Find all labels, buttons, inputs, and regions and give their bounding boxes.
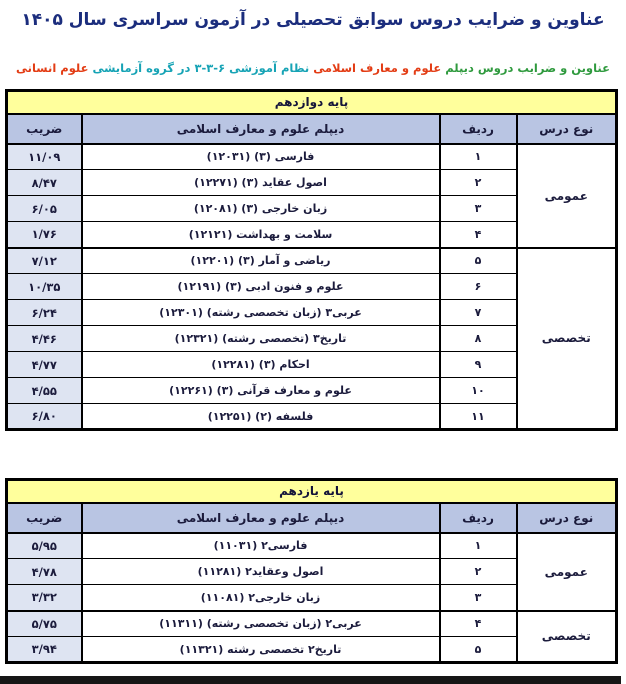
- grade12-table: [5, 89, 618, 431]
- table-row: [6, 533, 616, 559]
- course-cell: عربی۳ (زبان تخصصی رشته) (۱۲۳۰۱): [82, 300, 440, 326]
- grade12-band-row: [7, 91, 617, 114]
- row-number-cell: ۸: [440, 326, 517, 352]
- coefficient-cell: ۳/۳۲: [6, 585, 81, 611]
- grade12-band-label: پایه دوازدهم: [7, 91, 617, 114]
- column-header-course-title: دیپلم علوم و معارف اسلامی: [82, 114, 440, 144]
- row-number-cell: ۳: [440, 585, 517, 611]
- course-cell: زبان خارجی۲ (۱۱۰۸۱): [82, 585, 440, 611]
- coefficient-cell: ۶/۲۴: [7, 300, 82, 326]
- group-label-general: عمومی: [517, 533, 617, 611]
- column-header-course-type: نوع درس: [517, 114, 617, 144]
- coefficient-cell: ۵/۷۵: [6, 611, 81, 637]
- table-row: [7, 144, 617, 170]
- row-number-cell: ۵: [440, 248, 517, 274]
- course-cell: احکام (۳) (۱۲۲۸۱): [82, 352, 440, 378]
- grade12-header-row: [7, 114, 617, 144]
- coefficient-cell: ۴/۵۵: [7, 378, 82, 404]
- bottom-cutoff-band: [0, 676, 621, 684]
- row-number-cell: ۲: [440, 170, 517, 196]
- subtitle-segment-intro: عناوین و ضرایب دروس دیپلم: [441, 61, 610, 75]
- row-number-cell: ۲: [440, 559, 517, 585]
- row-number-cell: ۷: [440, 300, 517, 326]
- row-number-cell: ۴: [440, 611, 517, 637]
- column-header-coefficient: ضریب: [7, 114, 82, 144]
- course-cell: فارسی (۳) (۱۲۰۳۱): [82, 144, 440, 170]
- coefficient-cell: ۸/۴۷: [7, 170, 82, 196]
- column-header-coefficient: ضریب: [6, 503, 81, 533]
- row-number-cell: ۱۰: [440, 378, 517, 404]
- grade11-header-row: [6, 503, 616, 533]
- coefficient-cell: ۴/۴۶: [7, 326, 82, 352]
- subtitle-segment-system: نظام آموزشی ۶-۳-۳ در گروه آزمایشی: [88, 61, 310, 75]
- table-row: [6, 611, 616, 637]
- course-cell: علوم و فنون ادبی (۳) (۱۲۱۹۱): [82, 274, 440, 300]
- row-number-cell: ۵: [440, 637, 517, 663]
- coefficient-cell: ۱۱/۰۹: [7, 144, 82, 170]
- column-header-course-type: نوع درس: [517, 503, 617, 533]
- coefficient-cell: ۶/۰۵: [7, 196, 82, 222]
- coefficient-cell: ۴/۷۷: [7, 352, 82, 378]
- coefficient-cell: ۵/۹۵: [6, 533, 81, 559]
- coefficient-cell: ۱۰/۳۵: [7, 274, 82, 300]
- column-header-row-number: ردیف: [440, 114, 517, 144]
- grade11-band-label: پایه یازدهم: [6, 480, 616, 503]
- course-cell: عربی۲ (زبان تخصصی رشته) (۱۱۳۱۱): [82, 611, 440, 637]
- coefficient-cell: ۱/۷۶: [7, 222, 82, 248]
- page-title: عناوین و ضرایب دروس سوابق تحصیلی در آزمون سراسری سال ۱۴۰۵: [21, 10, 605, 30]
- course-cell: ریاضی و آمار (۳) (۱۲۲۰۱): [82, 248, 440, 274]
- course-cell: اصول عقاید (۳) (۱۲۲۷۱): [82, 170, 440, 196]
- course-cell: تاریخ۲ تخصصی رشته (۱۱۳۲۱): [82, 637, 440, 663]
- row-number-cell: ۳: [440, 196, 517, 222]
- grade11-table: [5, 478, 618, 664]
- group-label-specialized: تخصصی: [517, 248, 617, 430]
- column-header-course-title: دیپلم علوم و معارف اسلامی: [82, 503, 440, 533]
- column-header-row-number: ردیف: [440, 503, 517, 533]
- group-label-specialized: تخصصی: [517, 611, 617, 663]
- coefficient-cell: ۳/۹۴: [6, 637, 81, 663]
- row-number-cell: ۴: [440, 222, 517, 248]
- course-cell: فارسی۲ (۱۱۰۳۱): [82, 533, 440, 559]
- coefficient-cell: ۷/۱۲: [7, 248, 82, 274]
- page-subtitle: [0, 61, 626, 75]
- course-cell: علوم و معارف قرآنی (۳) (۱۲۲۶۱): [82, 378, 440, 404]
- course-cell: زبان خارجی (۳) (۱۲۰۸۱): [82, 196, 440, 222]
- subtitle-segment-field: علوم انسانی: [16, 61, 89, 75]
- coefficient-cell: ۴/۷۸: [6, 559, 81, 585]
- row-number-cell: ۱: [440, 533, 517, 559]
- table-row: [7, 248, 617, 274]
- course-cell: تاریخ۳ (تخصصی رشته) (۱۲۳۲۱): [82, 326, 440, 352]
- row-number-cell: ۶: [440, 274, 517, 300]
- course-cell: سلامت و بهداشت (۱۲۱۲۱): [82, 222, 440, 248]
- row-number-cell: ۹: [440, 352, 517, 378]
- coefficient-cell: ۶/۸۰: [7, 404, 82, 430]
- group-label-general: عمومی: [517, 144, 617, 248]
- grade11-band-row: [6, 480, 616, 503]
- course-cell: اصول وعقاید۲ (۱۱۲۸۱): [82, 559, 440, 585]
- row-number-cell: ۱۱: [440, 404, 517, 430]
- row-number-cell: ۱: [440, 144, 517, 170]
- course-cell: فلسفه (۲) (۱۲۲۵۱): [82, 404, 440, 430]
- subtitle-segment-diploma: علوم و معارف اسلامی: [309, 61, 442, 75]
